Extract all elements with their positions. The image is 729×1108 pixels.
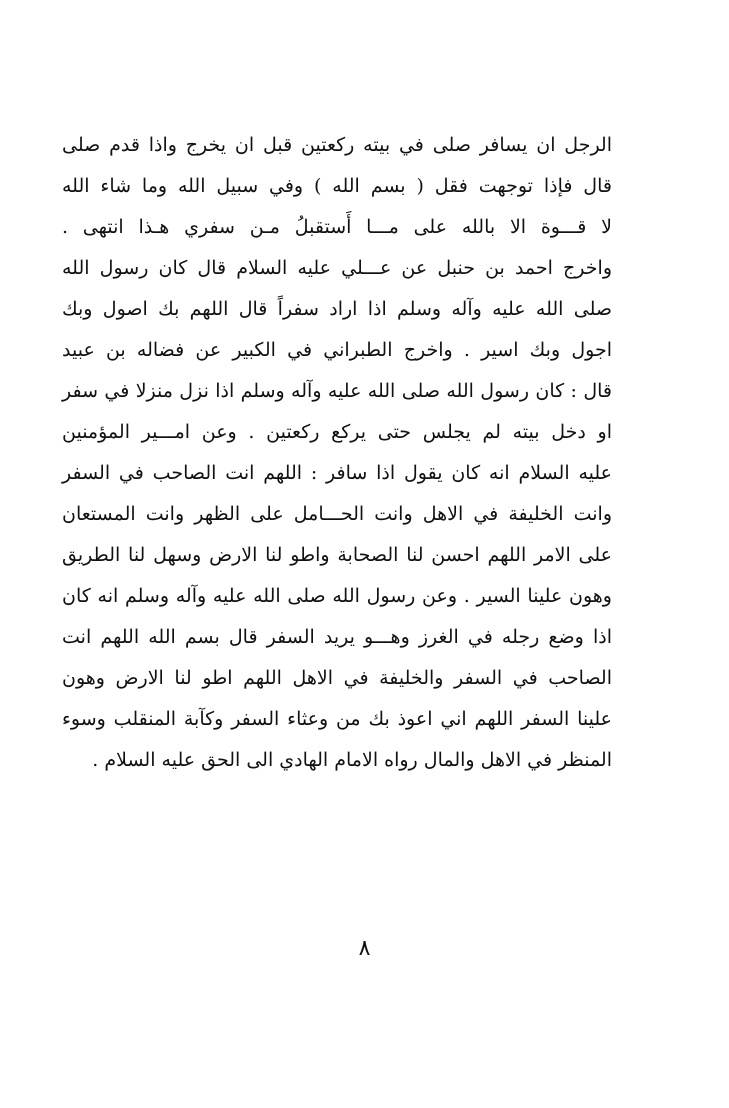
body-text <box>62 125 612 781</box>
text-line: اذا وضع رجله في الغرز وهـــو يريد السفر قال بسم الله اللهم انت <box>62 626 612 648</box>
text-line: علينا السفر اللهم اني اعوذ بك من وعثاء السفر وكآبة المنقلب وسوء <box>62 708 612 730</box>
text-line: صلى الله عليه وآله وسلم اذا اراد سفراً قال اللهم بك اصول وبك <box>62 298 612 320</box>
text-line: وانت الخليفة في الاهل وانت الحـــامل على الظهر وانت المستعان <box>62 503 612 525</box>
page-number: ٨ <box>358 936 371 961</box>
text-line: الرجل ان يسافر صلى في بيته ركعتين قبل ان يخرج واذا قدم صلى <box>62 134 612 156</box>
text-line: اجول وبك اسير . واخرج الطبراني في الكبير عن فضاله بن عبيد <box>62 339 612 361</box>
text-line: عليه السلام انه كان يقول اذا سافر : اللهم انت الصاحب في السفر <box>62 462 612 484</box>
text-line: قال : كان رسول الله صلى الله عليه وآله وسلم اذا نزل منزلا في سفر <box>62 380 612 402</box>
text-line: واخرج احمد بن حنبل عن عـــلي عليه السلام قال كان رسول الله <box>62 257 612 279</box>
text-line: المنظر في الاهل والمال رواه الامام الهادي الى الحق عليه السلام . <box>92 749 612 771</box>
text-line: او دخل بيته لم يجلس حتى يركع ركعتين . وعن امـــير المؤمنين <box>62 421 612 443</box>
text-line: لا قـــوة الا بالله على مـــا أَستقبلُ مـن سفري هـذا انتهى . <box>62 216 612 238</box>
text-line: الصاحب في السفر والخليفة في الاهل اللهم اطو لنا الارض وهون <box>62 667 612 689</box>
text-line: وهون علينا السير . وعن رسول الله صلى الله عليه وآله وسلم انه كان <box>62 585 612 607</box>
text-line: على الامر اللهم احسن لنا الصحابة واطو لنا الارض وسهل لنا الطريق <box>62 544 612 566</box>
text-line: قال فإذا توجهت فقل ( بسم الله ) وفي سبيل الله وما شاء الله <box>62 175 612 197</box>
